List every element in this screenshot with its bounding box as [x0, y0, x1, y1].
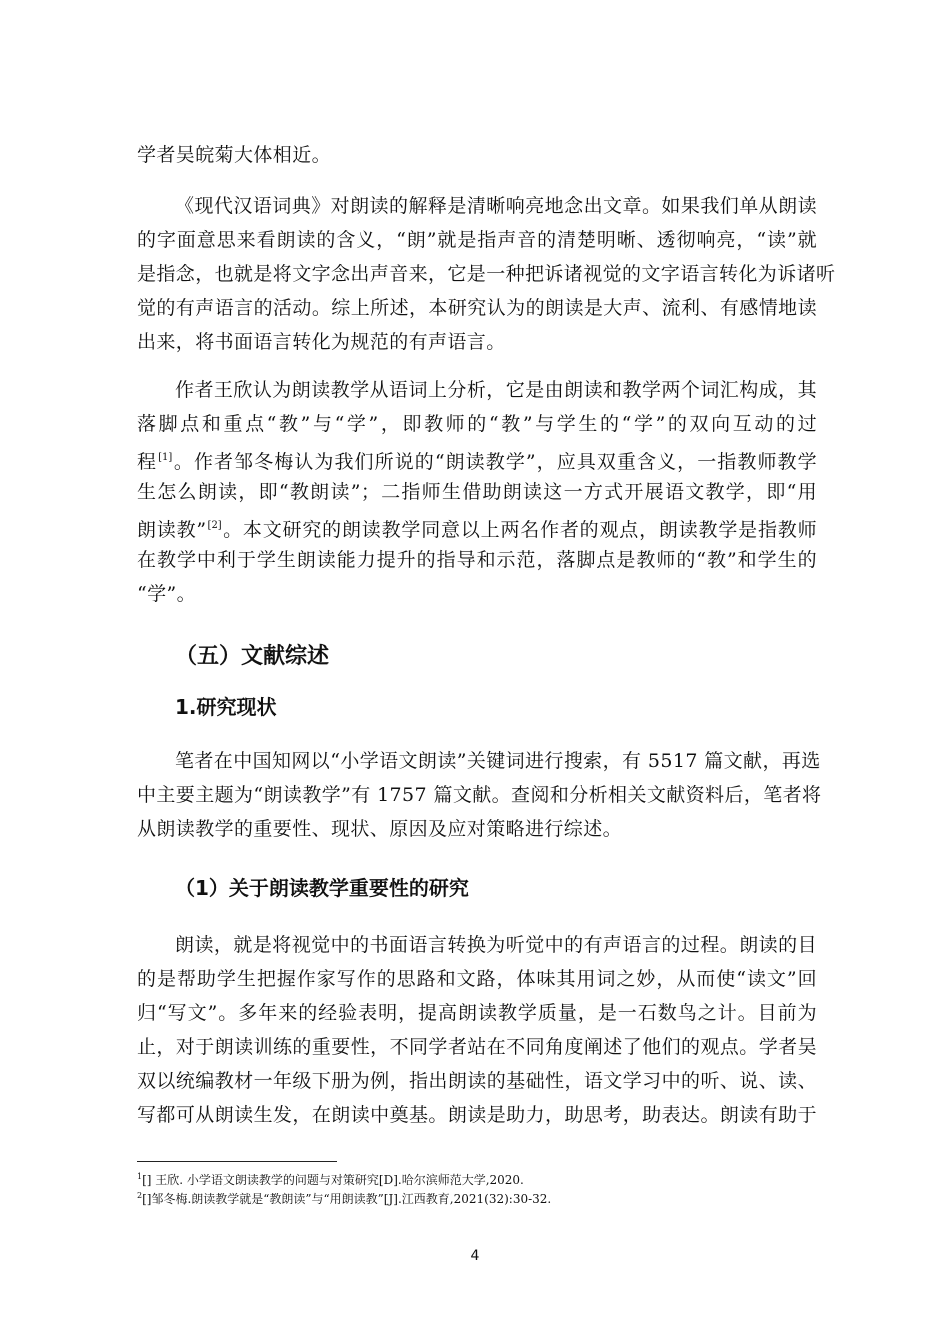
paragraph-status-line-1: 笔者在中国知网以“小学语文朗读”关键词进行搜索，有 5517 篇文献，再选: [175, 750, 821, 772]
paragraph-definition-line-7: “学”。: [137, 583, 197, 605]
paragraph-definition-line-5: [137, 514, 817, 542]
text-span: 。本文研究的朗读教学同意以上两名作者的观点，朗读教学是指教师: [222, 519, 817, 541]
footnote-2: [137, 1188, 551, 1207]
paragraph-importance-line-2: 的是帮助学生把握作家写作的思路和文路，体味其用词之妙，从而使“读文”回: [137, 968, 817, 990]
paragraph-definition-line-2: 落脚点和重点“教”与“学”，即教师的“教”与学生的“学”的双向互动的过: [137, 413, 817, 435]
footnote-text: [] 王欣. 小学语文朗读教学的问题与对策研究[D].哈尔滨师范大学,2020.: [142, 1173, 524, 1187]
paragraph-dictionary-line-3: 是指念，也就是将文字念出声音来，它是一种把诉诸视觉的文字语言转化为诉诸听: [137, 263, 836, 285]
paragraph-continuation-line: 学者吴皖菊大体相近。: [137, 144, 332, 166]
footnote-1: [137, 1169, 524, 1188]
citation-ref-1: [1]: [158, 452, 173, 463]
paragraph-dictionary-line-2: 的字面意思来看朗读的含义，“朗”就是指声音的清楚明晰、透彻响亮，“读”就: [137, 229, 817, 251]
subsubsection-heading: （1）关于朗读教学重要性的研究: [175, 876, 469, 900]
text-span: 。作者邹冬梅认为我们所说的“朗读教学”，应具双重含义，一指教师教学: [173, 451, 817, 473]
paragraph-definition-line-1: 作者王欣认为朗读教学从语词上分析，它是由朗读和教学两个词汇构成，其: [175, 379, 817, 401]
paragraph-importance-line-1: 朗读，就是将视觉中的书面语言转换为听觉中的有声语言的过程。朗读的目: [175, 934, 817, 956]
paragraph-status-line-3: 从朗读教学的重要性、现状、原因及应对策略进行综述。: [137, 818, 623, 840]
page-number: 4: [470, 1248, 480, 1264]
paragraph-importance-line-3: 归“写文”。多年来的经验表明，提高朗读教学质量，是一石数鸟之计。目前为: [137, 1002, 817, 1024]
footnote-text: []邹冬梅.朗读教学就是“教朗读”与“用朗读教”[J].江西教育,2021(32):30-32.: [142, 1192, 552, 1206]
text-span: 朗读教”: [137, 519, 207, 541]
text-span: 程: [137, 451, 158, 473]
paragraph-status-line-2: 中主要主题为“朗读教学”有 1757 篇文献。查阅和分析相关文献资料后，笔者将: [137, 784, 822, 806]
paragraph-definition-line-6: 在教学中利于学生朗读能力提升的指导和示范，落脚点是教师的“教”和学生的: [137, 549, 817, 571]
paragraph-definition-line-4: 生怎么朗读，即“教朗读”；二指师生借助朗读这一方式开展语文教学，即“用: [137, 481, 817, 503]
subsection-heading: 1.研究现状: [175, 695, 277, 719]
paragraph-importance-line-5: 双以统编教材一年级下册为例，指出朗读的基础性，语文学习中的听、说、读、: [137, 1070, 817, 1092]
footnote-mark: 1: [137, 1172, 143, 1181]
citation-ref-2: [2]: [207, 520, 222, 531]
paragraph-dictionary-line-1: 《现代汉语词典》对朗读的解释是清晰响亮地念出文章。如果我们单从朗读: [175, 195, 817, 217]
footnote-divider: [137, 1161, 337, 1162]
paragraph-dictionary-line-5: 出来，将书面语言转化为规范的有声语言。: [137, 331, 506, 353]
paragraph-importance-line-4: 止，对于朗读训练的重要性，不同学者站在不同角度阐述了他们的观点。学者吴: [137, 1036, 817, 1058]
paragraph-importance-line-6: 写都可从朗读生发，在朗读中奠基。朗读是助力，助思考，助表达。朗读有助于: [137, 1104, 817, 1126]
paragraph-dictionary-line-4: 觉的有声语言的活动。综上所述，本研究认为的朗读是大声、流利、有感情地读: [137, 297, 817, 319]
footnote-mark: 2: [137, 1191, 143, 1200]
paragraph-definition-line-3: [137, 446, 817, 474]
section-heading: （五）文献综述: [175, 644, 330, 669]
